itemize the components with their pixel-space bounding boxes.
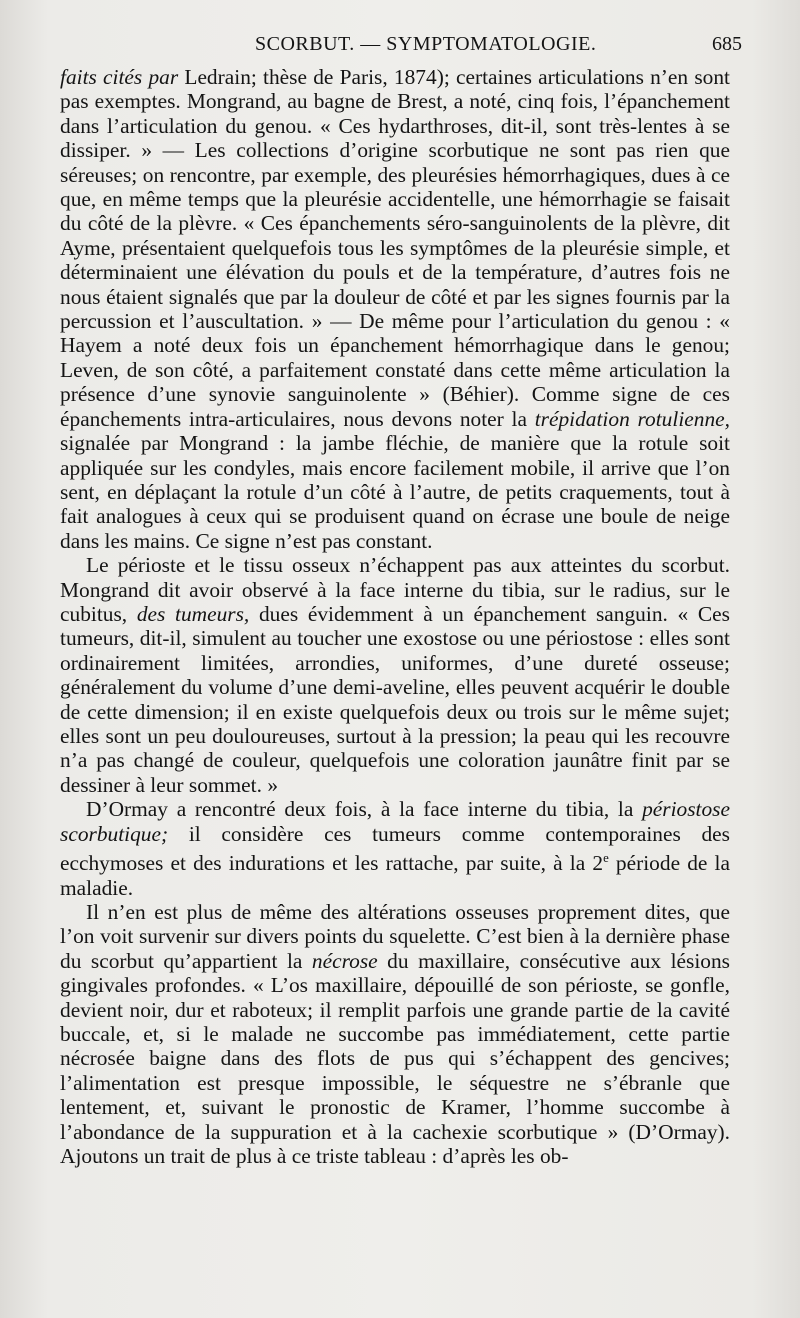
paragraph xyxy=(60,797,730,900)
text-segment: il considère ces tumeurs comme contemporaines des ecchymoses et des indurations et les rattache, par suite, à la 2 xyxy=(60,821,730,876)
text-segment: e xyxy=(603,851,609,865)
paragraph xyxy=(60,900,730,1168)
italic-text-segment: trépidation rotulienne, xyxy=(534,406,730,431)
paragraph xyxy=(60,65,730,553)
text-segment: du maxillaire, consécutive aux lésions gingivales profondes. « L’os maxillaire, dépouillé de son périoste, se gonfle, devient noir, dur et raboteux; il remplit parfois une grande partie de la cavité buccale, et, si le malade ne succombe pas immédiatement, cette partie nécrosée baigne dans des flots de pus qui s’échappent des gencives; l’alimentation est presque impossible, le séquestre ne s’ébranle que lentement, et, suivant le pronostic de Kramer, l’homme succombe à l’abondance de la suppuration et à la cachexie scorbutique » (D’Ormay). Ajoutons un trait de plus à ce triste tableau : d’après les ob- xyxy=(60,948,730,1168)
running-head xyxy=(60,33,742,59)
italic-text-segment: nécrose xyxy=(311,948,378,973)
italic-text-segment: faits cités par xyxy=(60,65,179,89)
text-segment: Il n’en est plus de même des altérations osseuses proprement dites, que l’on voit survenir sur divers points du squelette. C’est bien à la dernière phase du scorbut qu’appartient la xyxy=(60,899,730,973)
text-segment: Le périoste et le tissu osseux n’échappent pas aux atteintes du scorbut. Mongrand dit avoir observé à la face interne du tibia, sur le radius, sur le cubitus, xyxy=(60,553,730,626)
page-number: 685 xyxy=(712,33,742,55)
italic-text-segment: périostose scorbutique; xyxy=(60,797,730,846)
italic-text-segment: des tumeurs, xyxy=(136,601,250,626)
paragraph xyxy=(60,553,730,797)
text-segment: période de la maladie. xyxy=(60,851,730,900)
running-head-title: SCORBUT. — SYMPTOMATOLOGIE. xyxy=(255,33,597,55)
text-segment: Ledrain; thèse de Paris, 1874); certaines articulations n’en sont pas exemptes. Mongrand, au bagne de Brest, a noté, cinq fois, l’épanchement dans l’articulation du genou. « Ces hydarthroses, dit-il, sont très-lentes à se dissiper. » — Les collections d’origine scorbutique ne sont pas rien que séreuses; on rencontre, par exemple, des pleurésies hémorrhagiques, dues à ce que, en même temps que la pleurésie accidentelle, une hémorrhagie se faisait du côté de la plèvre. « Ces épanchements séro-sanguinolents de la plèvre, dit Ayme, présentaient quelquefois tous les symptômes de la pleurésie simple, et déterminaient une élévation du pouls et de la température, d’autres fois ne nous étaient signalés que par la douleur de côté et par les signes fournis par la percussion et l’auscultation. » — De même pour l’articulation du genou : « Hayem a noté deux fois un épanchement hémorrhagique dans le genou; Leven, de son côté, a parfaitement constaté dans cette même articulation la présence d’une synovie sanguinolente » (Béhier). Comme signe de ces épanchements intra-articulaires, nous devons noter la xyxy=(60,65,730,431)
body-text xyxy=(60,65,730,1168)
text-segment: dues évidemment à un épanchement sanguin. « Ces tumeurs, dit-il, simulent au toucher une exostose ou une périostose : elles sont ordinairement limitées, arrondies, uniformes, d’une dureté osseuse; généralement du volume d’une demi-aveline, elles peuvent acquérir le double de cette dimension; il en existe quelquefois deux ou trois sur le même sujet; elles sont un peu douloureuses, surtout à la pression; la peau qui les recouvre n’a pas changé de couleur, quelquefois une coloration jaunâtre finit par se dessiner à leur sommet. » xyxy=(60,601,730,797)
text-segment: D’Ormay a rencontré deux fois, à la face interne du tibia, la xyxy=(86,797,643,822)
text-segment: signalée par Mongrand : la jambe fléchie, de manière que la rotule soit appliquée sur les condyles, mais encore facilement mobile, il arrive que l’on sent, en déplaçant la rotule d’un côté à l’autre, de petits craquements, tout à fait analogues à ceux qui se produisent quand on écrase une boule de neige dans les mains. Ce signe n’est pas constant. xyxy=(60,431,730,553)
